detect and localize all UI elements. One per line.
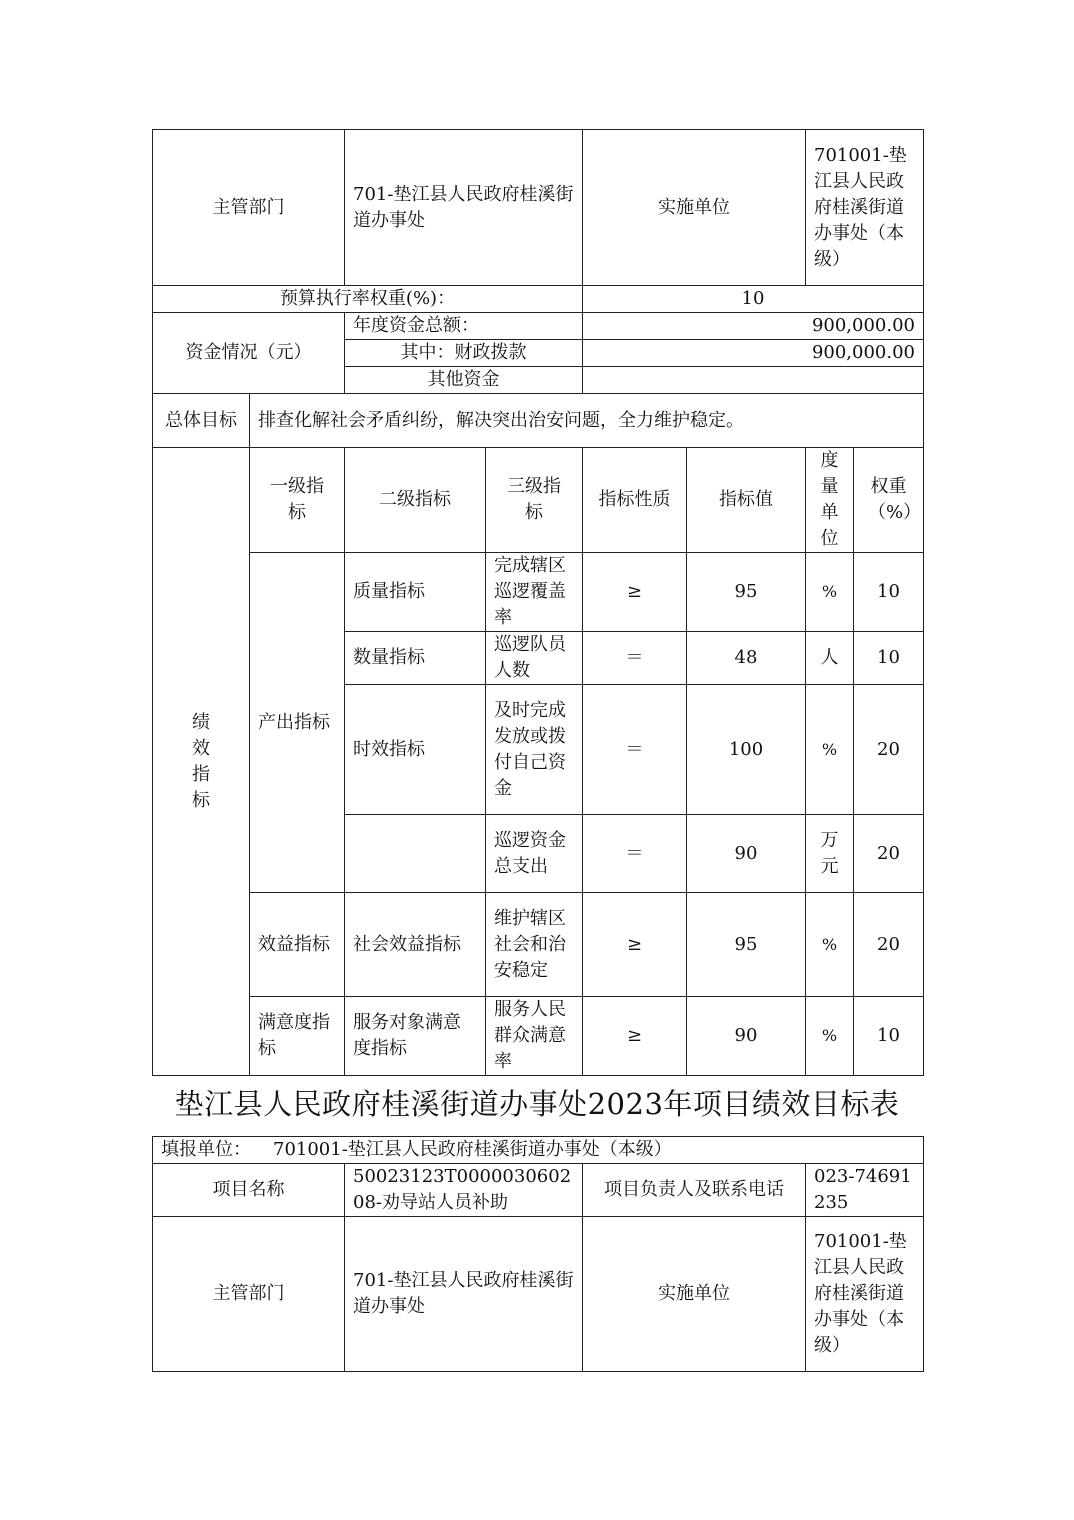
perf-label: 绩效指标 bbox=[153, 448, 250, 1076]
row-level3: 服务人民群众满意率 bbox=[486, 997, 583, 1076]
fill-unit-row bbox=[153, 1137, 924, 1164]
row-level2: 时效指标 bbox=[345, 685, 486, 815]
funds-total-label: 年度资金总额： bbox=[345, 313, 583, 340]
impl-label: 实施单位 bbox=[583, 130, 806, 286]
row-value: 90 bbox=[687, 997, 806, 1076]
funds-label: 资金情况（元） bbox=[153, 313, 345, 394]
funds-fiscal-label: 其中：财政拨款 bbox=[345, 340, 583, 367]
row-level2: 服务对象满意度指标 bbox=[345, 997, 486, 1076]
row-level3: 完成辖区巡逻覆盖率 bbox=[486, 553, 583, 632]
budget-rate-label: 预算执行率权重(%)： bbox=[153, 286, 583, 313]
row-unit: % bbox=[806, 893, 854, 997]
row-level3: 巡逻队员人数 bbox=[486, 632, 583, 685]
dept-row bbox=[153, 130, 924, 286]
fill-unit bbox=[153, 1137, 924, 1164]
impl-value: 701001-垫江县人民政府桂溪街道办事处（本级） bbox=[806, 130, 924, 286]
page-title: 垫江县人民政府桂溪街道办事处2023年项目绩效目标表 bbox=[174, 1087, 900, 1121]
header-weight: 权重（%） bbox=[854, 448, 924, 553]
row-level3: 巡逻资金总支出 bbox=[486, 815, 583, 893]
row-nature: ≥ bbox=[583, 893, 687, 997]
row-nature: ＝ bbox=[583, 685, 687, 815]
dept-row-2 bbox=[153, 1217, 924, 1372]
row-value: 95 bbox=[687, 553, 806, 632]
impl-label-2: 实施单位 bbox=[583, 1217, 806, 1372]
project-row bbox=[153, 1164, 924, 1217]
row-nature: ＝ bbox=[583, 632, 687, 685]
row-level3: 及时完成发放或拨付自己资金 bbox=[486, 685, 583, 815]
row-nature: ≥ bbox=[583, 553, 687, 632]
budget-rate-value: 10 bbox=[583, 286, 924, 313]
performance-table-bottom bbox=[152, 1136, 924, 1372]
row-level2: 数量指标 bbox=[345, 632, 486, 685]
dept-label: 主管部门 bbox=[153, 130, 345, 286]
row-level2: 社会效益指标 bbox=[345, 893, 486, 997]
row-nature: ＝ bbox=[583, 815, 687, 893]
row-weight: 10 bbox=[854, 632, 924, 685]
header-level1: 一级指标 bbox=[250, 448, 345, 553]
table-row bbox=[153, 553, 924, 632]
row-weight: 20 bbox=[854, 685, 924, 815]
impl-value-2: 701001-垫江县人民政府桂溪街道办事处（本级） bbox=[806, 1217, 924, 1372]
dept-label-2: 主管部门 bbox=[153, 1217, 345, 1372]
row-unit: % bbox=[806, 553, 854, 632]
row-level2 bbox=[345, 815, 486, 893]
dept-value: 701-垫江县人民政府桂溪街道办事处 bbox=[345, 130, 583, 286]
table-row bbox=[153, 997, 924, 1076]
perf-header-row bbox=[153, 448, 924, 553]
row-value: 90 bbox=[687, 815, 806, 893]
header-level3: 三级指标 bbox=[486, 448, 583, 553]
contact-value: 023-74691235 bbox=[806, 1164, 924, 1217]
row-unit: % bbox=[806, 997, 854, 1076]
dept-value-2: 701-垫江县人民政府桂溪街道办事处 bbox=[345, 1217, 583, 1372]
project-name: 50023123T000003060208-劝导站人员补助 bbox=[345, 1164, 583, 1217]
overall-goal-row bbox=[153, 394, 924, 448]
funds-other-value bbox=[583, 367, 924, 394]
row-value: 100 bbox=[687, 685, 806, 815]
funds-other-label: 其他资金 bbox=[345, 367, 583, 394]
overall-goal-text: 排查化解社会矛盾纠纷，解决突出治安问题，全力维护稳定。 bbox=[250, 394, 924, 448]
project-label: 项目名称 bbox=[153, 1164, 345, 1217]
overall-goal-label: 总体目标 bbox=[153, 394, 250, 448]
header-value: 指标值 bbox=[687, 448, 806, 553]
contact-label: 项目负责人及联系电话 bbox=[583, 1164, 806, 1217]
group-benefit: 效益指标 bbox=[250, 893, 345, 997]
row-weight: 10 bbox=[854, 997, 924, 1076]
row-unit: % bbox=[806, 685, 854, 815]
funds-total-value: 900,000.00 bbox=[583, 313, 924, 340]
row-value: 95 bbox=[687, 893, 806, 997]
fill-unit-label: 填报单位： bbox=[161, 1139, 251, 1160]
row-weight: 20 bbox=[854, 893, 924, 997]
fill-unit-value: 701001-垫江县人民政府桂溪街道办事处（本级） bbox=[273, 1139, 672, 1160]
row-unit: 万元 bbox=[806, 815, 854, 893]
header-nature: 指标性质 bbox=[583, 448, 687, 553]
group-output: 产出指标 bbox=[250, 553, 345, 893]
budget-rate-row bbox=[153, 286, 924, 313]
row-unit: 人 bbox=[806, 632, 854, 685]
row-nature: ≥ bbox=[583, 997, 687, 1076]
group-satisfaction: 满意度指标 bbox=[250, 997, 345, 1076]
row-weight: 10 bbox=[854, 553, 924, 632]
funds-total-row bbox=[153, 313, 924, 340]
header-unit: 度量单位 bbox=[806, 448, 854, 553]
row-weight: 20 bbox=[854, 815, 924, 893]
row-level3: 维护辖区社会和治安稳定 bbox=[486, 893, 583, 997]
row-value: 48 bbox=[687, 632, 806, 685]
funds-fiscal-value: 900,000.00 bbox=[583, 340, 924, 367]
performance-table-top bbox=[152, 129, 924, 1076]
header-level2: 二级指标 bbox=[345, 448, 486, 553]
row-level2: 质量指标 bbox=[345, 553, 486, 632]
table-row bbox=[153, 893, 924, 997]
